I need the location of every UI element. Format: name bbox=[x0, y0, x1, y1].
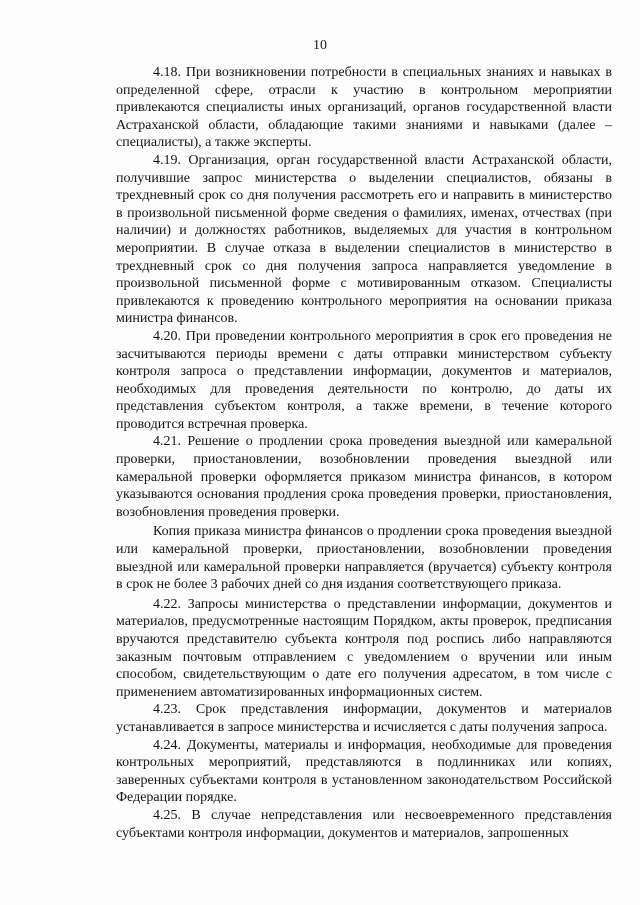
paragraph-order-copy: Копия приказа министра финансов о продлении срока проведения выездной или камеральной проверки, приостановлении, возобновлении проведения выездной или камеральной проверки направляется (вручается) субъекту контроля в срок не более 3 рабочих дней со дня издания соответствующего приказа. bbox=[116, 524, 612, 593]
paragraph-4-20: 4.20. При проведении контрольного мероприятия в срок его проведения не засчитываются периоды времени с даты отправки министерством субъекту контроля запроса о представлении информации, документов и материалов, необходимых для проведения деятельности по контролю, до даты их представления субъектом контроля, а также времени, в течение которого проводится встречная проверка. bbox=[116, 328, 612, 432]
paragraph-4-23: 4.23. Срок представления информации, документов и материалов устанавливается в запросе министерства и исчисляется с даты получения запроса. bbox=[116, 702, 612, 735]
paragraph-4-22: 4.22. Запросы министерства о представлении информации, документов и материалов, предусмотренные настоящим Порядком, акты проверок, предписания вручаются представителю субъекта контроля под роспись либо направляются заказным почтовым отправлением с уведомлением о вручении или иным способом, свидетельствующим о дате его получения адресатом, в том числе с применением автоматизированных информационных систем. bbox=[116, 596, 612, 700]
page-number: 10 bbox=[313, 38, 327, 53]
paragraph-4-25: 4.25. В случае непредставления или несвоевременного представления субъектами контроля информации, документов и материалов, запрошенных bbox=[116, 807, 612, 841]
document-body bbox=[116, 64, 612, 842]
paragraph-4-18: 4.18. При возникновении потребности в специальных знаниях и навыках в определенной сфере, отрасли к участию в контрольном мероприятии привлекаются специалисты иных организаций, органов государственной власти Астраханской области, обладающие такими знаниями и навыками (далее – специалисты), а также эксперты. bbox=[116, 65, 612, 151]
paragraph-4-19: 4.19. Организация, орган государственной власти Астраханской области, получившие запрос министерства о выделении специалистов, обязаны в трехдневный срок со дня получения рассмотреть его и направить в министерство в произвольной письменной форме сведения о фамилиях, именах, отчествах (при наличии) и должностях работников, выделяемых для участия в контрольном мероприятии. В случае отказа в выделении специалистов в министерство в трехдневный срок со дня получения запроса направляется уведомление в произвольной письменной форме с мотивированным отказом. Специалисты привлекаются к проведению контрольного мероприятия на основании приказа министра финансов. bbox=[116, 152, 612, 327]
paragraph-4-24: 4.24. Документы, материалы и информация, необходимые для проведения контрольных мероприятий, представляются в подлинниках или копиях, заверенных субъектами контроля в установленном законодательством Российской Федерации порядке. bbox=[116, 737, 612, 806]
paragraph-4-21: 4.21. Решение о продлении срока проведения выездной или камеральной проверки, приостановлении, возобновлении проведения выездной или камеральной проверки оформляется приказом министра финансов, в котором указываются основания продления срока проведения проверки, приостановления, возобновления проведения проверки. bbox=[116, 434, 612, 520]
